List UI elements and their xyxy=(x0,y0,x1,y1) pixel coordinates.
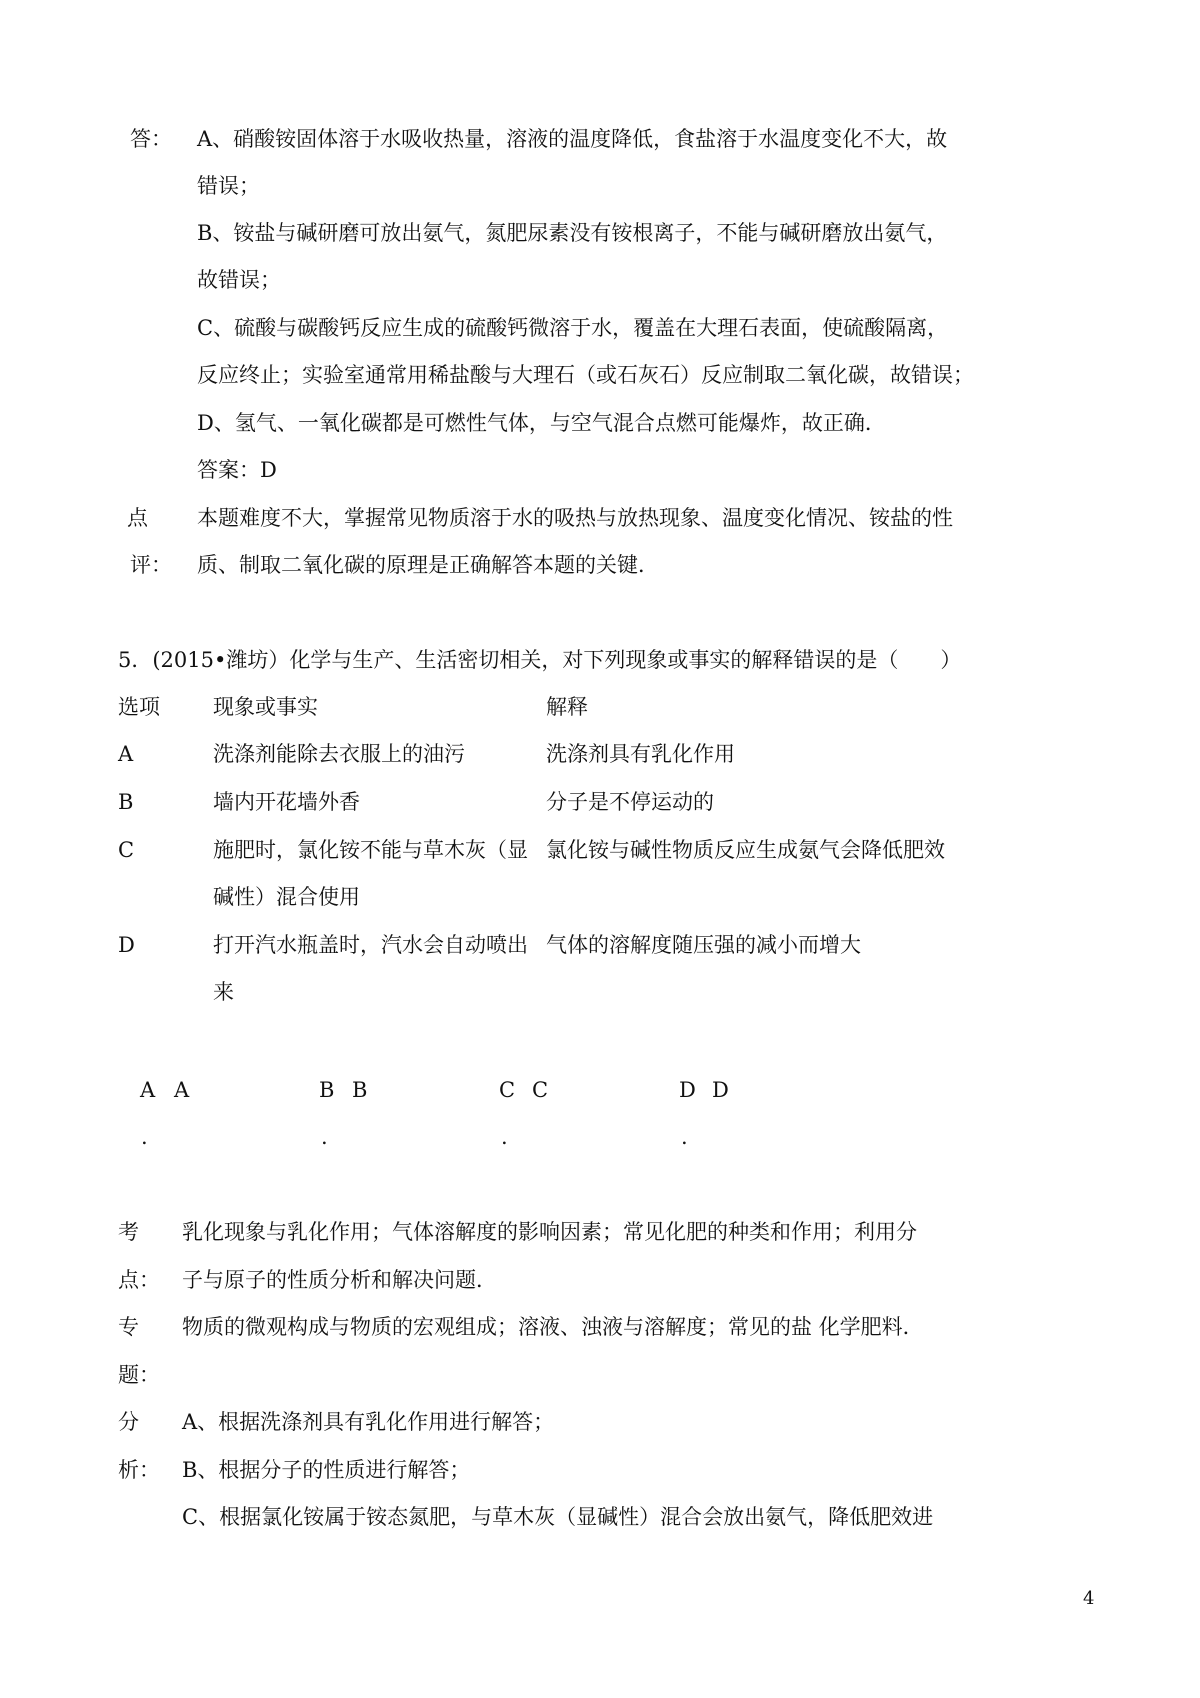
table-row-fact: 来 xyxy=(213,980,234,1004)
choice-letter-c: C xyxy=(499,1078,516,1102)
table-header-fact: 现象或事实 xyxy=(213,695,318,719)
table-row-fact: 碱性）混合使用 xyxy=(213,885,360,909)
table-row-option: A xyxy=(118,742,134,766)
comment-line: 本题难度不大，掌握常见物质溶于水的吸热与放热现象、温度变化情况、铵盐的性 xyxy=(197,506,953,530)
table-row-explanation: 气体的溶解度随压强的减小而增大 xyxy=(546,933,861,957)
answer-label: 答： xyxy=(130,127,172,151)
choice-dot-c: . xyxy=(501,1125,508,1149)
table-row-explanation: 氯化铵与碱性物质反应生成氨气会降低肥效 xyxy=(546,838,945,862)
choice-letter-b: B xyxy=(319,1078,335,1102)
comment-line: 质、制取二氧化碳的原理是正确解答本题的关键． xyxy=(197,553,659,577)
answer-line: A、硝酸铵固体溶于水吸收热量，溶液的温度降低，食盐溶于水温度变化不大，故 xyxy=(197,127,948,151)
answer-result: 答案：D xyxy=(197,458,277,482)
fenxi-label: 析： xyxy=(118,1458,160,1482)
table-row-fact: 打开汽水瓶盖时，汽水会自动喷出 xyxy=(213,933,528,957)
table-row-option: D xyxy=(118,933,135,957)
answer-line: B、铵盐与碱研磨可放出氨气，氮肥尿素没有铵根离子，不能与碱研磨放出氨气， xyxy=(197,221,948,245)
table-row-explanation: 分子是不停运动的 xyxy=(546,790,714,814)
table-row-fact: 施肥时，氯化铵不能与草木灰（显 xyxy=(213,838,528,862)
fenxi-label: 分 xyxy=(118,1410,139,1434)
table-row-explanation: 洗涤剂具有乳化作用 xyxy=(546,742,735,766)
choice-text-d: D xyxy=(712,1078,729,1102)
table-row-fact: 墙内开花墙外香 xyxy=(213,790,360,814)
kaodian-line: 乳化现象与乳化作用；气体溶解度的影响因素；常见化肥的种类和作用；利用分 xyxy=(182,1220,917,1244)
choice-letter-a: A xyxy=(140,1078,156,1102)
answer-line: 错误； xyxy=(197,174,260,198)
table-row-option: B xyxy=(118,790,134,814)
page-number: 4 xyxy=(1083,1588,1095,1609)
choice-text-c: C xyxy=(532,1078,549,1102)
choice-text-b: B xyxy=(352,1078,368,1102)
fenxi-line: C、根据氯化铵属于铵态氮肥，与草木灰（显碱性）混合会放出氨气，降低肥效进 xyxy=(182,1505,934,1529)
answer-line: 反应终止；实验室通常用稀盐酸与大理石（或石灰石）反应制取二氧化碳，故错误； xyxy=(197,363,974,387)
choice-letter-d: D xyxy=(679,1078,696,1102)
table-row-fact: 洗涤剂能除去衣服上的油污 xyxy=(213,742,465,766)
answer-line: C、硫酸与碳酸钙反应生成的硫酸钙微溶于水，覆盖在大理石表面，使硫酸隔离， xyxy=(197,316,949,340)
kaodian-label: 考 xyxy=(118,1220,139,1244)
answer-line: 故错误； xyxy=(197,268,281,292)
choice-text-a: A xyxy=(174,1078,190,1102)
zhuanti-label: 专 xyxy=(118,1315,139,1339)
question-text: 5．(2015•潍坊）化学与生产、生活密切相关，对下列现象或事实的解释错误的是（ ） xyxy=(118,648,962,672)
table-header-explanation: 解释 xyxy=(546,695,588,719)
fenxi-line: A、根据洗涤剂具有乳化作用进行解答； xyxy=(182,1410,555,1434)
choice-dot-d: . xyxy=(681,1125,688,1149)
table-header-option: 选项 xyxy=(118,695,160,719)
choice-dot-a: . xyxy=(141,1125,148,1149)
choice-dot-b: . xyxy=(321,1125,328,1149)
zhuanti-label: 题： xyxy=(118,1363,160,1387)
table-row-option: C xyxy=(118,838,135,862)
fenxi-line: B、根据分子的性质进行解答； xyxy=(182,1458,471,1482)
kaodian-line: 子与原子的性质分析和解决问题． xyxy=(182,1268,497,1292)
comment-label: 点 xyxy=(127,506,148,530)
answer-line: D、氢气、一氧化碳都是可燃性气体，与空气混合点燃可能爆炸，故正确． xyxy=(197,411,886,435)
kaodian-label: 点： xyxy=(118,1268,160,1292)
comment-label: 评： xyxy=(130,553,172,577)
zhuanti-line: 物质的微观构成与物质的宏观组成；溶液、浊液与溶解度；常见的盐 化学肥料． xyxy=(182,1315,924,1339)
